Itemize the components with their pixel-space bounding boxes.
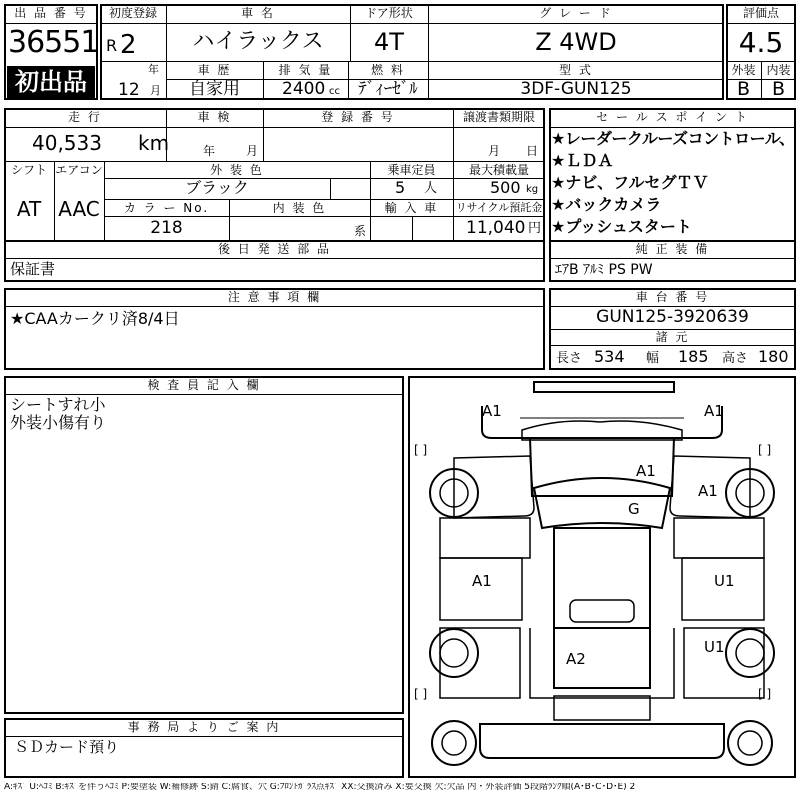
mark-windshield: G	[628, 500, 640, 518]
bracket-right-top: [ ]	[758, 443, 772, 457]
car-name: ハイラックス	[192, 29, 324, 54]
mark-front-left: A1	[482, 402, 502, 420]
model-code: 3DF-GUN125	[520, 79, 632, 99]
inspector-label: 検 査 員 記 入 欄	[147, 378, 261, 392]
mileage: 40,533	[32, 131, 102, 155]
import-label: 輸 入 車	[384, 201, 439, 215]
capacity: 5	[395, 178, 406, 197]
sales-point-1: ★レーダークルーズコントロール、	[551, 129, 795, 148]
later-parts: 保証書	[10, 260, 56, 278]
color-number: 218	[150, 218, 183, 238]
lot-number: 36551	[8, 25, 99, 60]
document-day-unit: 日	[526, 144, 539, 158]
mark-right-front-door: U1	[714, 572, 735, 590]
exterior-label: 外装	[731, 63, 756, 77]
capacity-unit: 人	[424, 181, 438, 196]
interior-color-label: 内 装 色	[272, 201, 327, 215]
sales-point-2: ★ＬＤＡ	[551, 151, 614, 170]
inspection-label: 車 検	[197, 110, 232, 124]
office-note: ＳＤカード預り	[14, 738, 120, 756]
month-unit: 月	[150, 84, 161, 97]
width: 185	[678, 347, 709, 366]
office-label: 事 務 局 よ り ご 案 内	[127, 720, 281, 734]
registration-year: 2	[120, 30, 137, 60]
height: 180	[758, 347, 789, 366]
door-type: 4T	[374, 28, 404, 56]
max-load: 500	[490, 178, 521, 197]
history: 自家用	[189, 79, 240, 99]
grade: Z 4WD	[535, 28, 617, 56]
chassis-number: GUN125-3920639	[596, 307, 749, 327]
max-load-unit: kg	[526, 184, 539, 195]
mark-right-fender: A1	[698, 482, 718, 500]
height-label: 高さ	[722, 351, 749, 366]
exterior-color-label: 外 装 色	[210, 163, 264, 177]
displacement-unit: cc	[329, 86, 340, 97]
interior-color-unit: 系	[354, 224, 367, 238]
score: 4.5	[738, 26, 784, 59]
specs-label: 諸 元	[655, 330, 690, 344]
shift: AT	[16, 197, 42, 221]
mileage-label: 走 行	[68, 110, 102, 124]
model-label: 型 式	[559, 63, 593, 77]
inspection-month-unit: 月	[246, 144, 259, 158]
chassis-label: 車 台 番 号	[635, 290, 710, 304]
exterior-grade: B	[736, 78, 751, 100]
document-deadline-label: 譲渡書類期限	[462, 110, 535, 124]
registration-month: 12	[118, 80, 140, 100]
registration-number-label: 登 録 番 号	[321, 110, 395, 124]
recycle-fee: 11,040	[466, 218, 526, 238]
sales-points-label: セ ー ル ス ポ イ ン ト	[596, 110, 749, 124]
later-parts-label: 後 日 発 送 部 品	[217, 242, 332, 256]
mileage-unit: km	[138, 131, 170, 155]
first-registration-label: 初度登録	[108, 6, 157, 20]
inspector-line-2: 外装小傷有り	[10, 413, 107, 432]
bracket-left-bottom: [ ]	[414, 687, 428, 701]
interior-label: 内装	[766, 63, 791, 77]
displacement-label: 排 気 量	[278, 63, 333, 77]
mark-left-front-door: A1	[472, 572, 492, 590]
year-unit: 年	[148, 63, 159, 76]
fuel-label: 燃 料	[371, 63, 405, 77]
interior-grade: B	[771, 78, 786, 100]
first-listing-badge: 初出品	[7, 66, 95, 98]
aircon-label: エアコン	[55, 163, 103, 177]
notes-label: 注 意 事 項 欄	[227, 290, 322, 304]
sales-point-4: ★バックカメラ	[551, 195, 662, 214]
sales-point-3: ★ナビ、フルセグＴＶ	[551, 173, 709, 192]
sales-point-5: ★プッシュスタート	[551, 217, 692, 236]
lot-number-label: 出 品 番 号	[14, 6, 88, 20]
vehicle-diagram	[408, 376, 796, 778]
document-month-unit: 月	[488, 144, 501, 158]
inspector-line-1: シートすれ小	[10, 395, 106, 414]
door-label: ドア形状	[365, 6, 413, 20]
length: 534	[594, 347, 625, 366]
exterior-color: ブラック	[185, 178, 249, 197]
color-number-label: カ ラ ー No.	[123, 201, 210, 215]
mark-roof-bed: A2	[566, 650, 586, 668]
mark-hood: A1	[636, 462, 656, 480]
equipment: ｴｱB ｱﾙﾐ PS PW	[555, 262, 653, 278]
notes: ★CAAカークリ済8/4日	[10, 309, 180, 328]
history-label: 車 歴	[197, 63, 232, 77]
displacement: 2400	[282, 79, 326, 99]
legend: A:ｷｽﾞ U:ﾍｺﾐ B:ｷｽﾞを伴うﾍｺﾐ P:要塗装 W:補修跡 S:錆 C:腐食、穴 G:ﾌﾛﾝﾄｶﾞﾗｽ点ｷｽﾞ XX:交換済み X:要交換 欠:欠品 内・外装評価 5段階ﾗﾝｸ順(A･B･C･D･E) 2	[4, 783, 636, 792]
max-load-label: 最大積載量	[468, 163, 529, 177]
recycle-label: リサイクル預託金	[455, 201, 543, 214]
shift-label: シフト	[10, 163, 47, 177]
mark-front-right: A1	[704, 402, 724, 420]
inspection-year-unit: 年	[203, 144, 216, 158]
width-label: 幅	[646, 351, 660, 366]
recycle-unit: 円	[528, 221, 542, 236]
era: R	[106, 36, 118, 55]
length-label: 長さ	[556, 351, 583, 366]
car-name-label: 車 名	[241, 6, 275, 20]
equipment-label: 純 正 装 備	[635, 242, 710, 256]
capacity-label: 乗車定員	[387, 163, 436, 177]
aircon: AAC	[58, 197, 100, 221]
mark-right-rear: U1	[704, 638, 725, 656]
grade-label: グ レ ー ド	[539, 6, 613, 20]
fuel: ﾃﾞｨｰｾﾞﾙ	[358, 79, 418, 99]
score-label: 評価点	[742, 6, 779, 20]
bracket-left-top: [ ]	[414, 443, 428, 457]
bracket-right-bottom: [ ]	[758, 687, 772, 701]
